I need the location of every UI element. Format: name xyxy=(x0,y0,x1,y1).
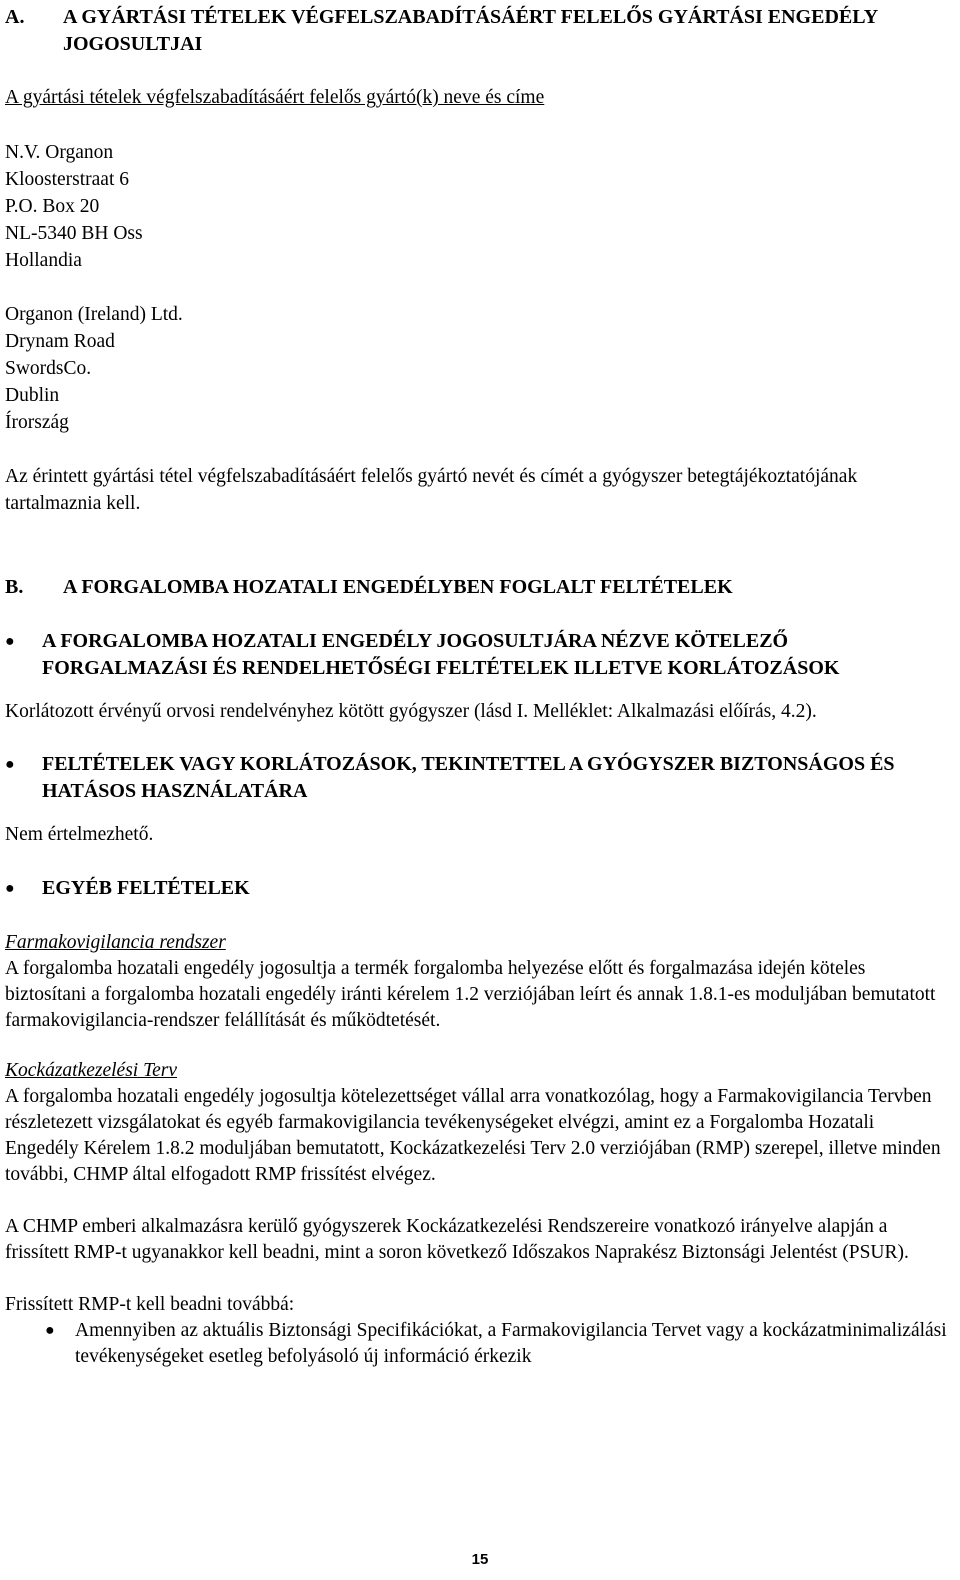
section-a-title: A GYÁRTÁSI TÉTELEK VÉGFELSZABADÍTÁSÁÉRT FELELŐS GYÁRTÁSI ENGEDÉLY JOGOSULTJAI xyxy=(63,6,878,55)
bullet-conditions-text: Korlátozott érvényű orvosi rendelvényhez kötött gyógyszer (lásd I. Melléklet: Alkalmazási előírás, 4.2). xyxy=(5,701,817,722)
bullet-conditions-heading xyxy=(5,628,950,682)
pharmacovigilance-text: A forgalomba hozatali engedély jogosultja a termék forgalomba helyezése előtt és forgalmazása idején köteles biztosítani a forgalomba hozatali engedély iránti kérelem 1.2 verziójában leírt és annak 1.8.1-es moduljában bemutatott farmakovigilancia-rendszer felállítását és működtetését. xyxy=(5,958,936,1031)
manufacturer-subheading: A gyártási tételek végfelszabadításáért felelős gyártó(k) neve és címe xyxy=(5,87,545,108)
bullet-dot: ● xyxy=(5,633,15,650)
address-line: Dublin xyxy=(5,385,60,406)
bullet-safety-heading xyxy=(5,751,950,805)
rmp-item-text: Amennyiben az aktuális Biztonsági Specifikációkat, a Farmakovigilancia Tervet vagy a kockázatminimalizálási tevékenységeket esetleg befolyásoló új információ érkezik xyxy=(75,1320,947,1367)
bullet-dot: ● xyxy=(45,1322,55,1339)
section-a-heading xyxy=(5,4,945,58)
section-a xyxy=(5,4,945,517)
section-b-letter: B. xyxy=(5,576,24,598)
address-line: Drynam Road xyxy=(5,331,115,352)
address-line: Organon (Ireland) Ltd. xyxy=(5,304,183,325)
address-organon-ireland xyxy=(5,301,945,436)
section-b-heading xyxy=(5,574,950,601)
bullet-heading-text: EGYÉB FELTÉTELEK xyxy=(42,877,250,899)
address-line: SwordsCo. xyxy=(5,358,92,379)
address-organon-nv xyxy=(5,139,945,274)
address-line: Írország xyxy=(5,412,69,433)
address-line: NL-5340 BH Oss xyxy=(5,223,143,244)
address-line: P.O. Box 20 xyxy=(5,196,100,217)
bullet-other-heading xyxy=(5,875,950,902)
chmp-text: A CHMP emberi alkalmazásra kerülő gyógyszerek Kockázatkezelési Rendszereire vonatkozó irányelve alapján a frissített RMP-t ugyanakkor kell beadni, mint a soron következő Időszakos Naprakész Biztonsági Jelentést (PSUR). xyxy=(5,1216,909,1263)
risk-plan-title: Kockázatkezelési Terv xyxy=(5,1060,178,1081)
bullet-dot: ● xyxy=(5,756,15,773)
bullet-heading-text: A FORGALOMBA HOZATALI ENGEDÉLY JOGOSULTJÁRA NÉZVE KÖTELEZŐ FORGALMAZÁSI ÉS RENDELHETŐSÉGI FELTÉTELEK ILLETVE KORLÁTOZÁSOK xyxy=(42,630,840,679)
address-line: Kloosterstraat 6 xyxy=(5,169,130,190)
bullet-dot: ● xyxy=(5,880,15,897)
page-number: 15 xyxy=(471,1551,489,1568)
address-line: N.V. Organon xyxy=(5,142,114,163)
rmp-list-item xyxy=(5,1318,950,1370)
section-a-letter: A. xyxy=(5,6,25,28)
bullet-heading-text: FELTÉTELEK VAGY KORLÁTOZÁSOK, TEKINTETTEL A GYÓGYSZER BIZTONSÁGOS ÉS HATÁSOS HASZNÁLATÁRA xyxy=(42,753,895,802)
address-line: Hollandia xyxy=(5,250,82,271)
section-b-title: A FORGALOMBA HOZATALI ENGEDÉLYBEN FOGLALT FELTÉTELEK xyxy=(63,576,733,598)
manufacturer-note: Az érintett gyártási tétel végfelszabadításáért felelős gyártó nevét és címét a gyógyszer betegtájékoztatójának tartalmaznia kell. xyxy=(5,466,858,514)
risk-plan-text: A forgalomba hozatali engedély jogosultja kötelezettséget vállal arra vonatkozólag, hogy a Farmakovigilancia Tervben részletezett vizsgálatokat és egyéb farmakovigilancia tevékenységeket elvégzi, amint ez a Forgalomba Hozatali Engedély Kérelem 1.8.2 moduljában bemutatott, Kockázatkezelési Terv 2.0 verziójában (RMP) szerepel, illetve minden további, CHMP által elfogadott RMP frissítést elvégez. xyxy=(5,1086,941,1185)
section-b xyxy=(5,574,950,1370)
pharmacovigilance-title: Farmakovigilancia rendszer xyxy=(5,932,226,953)
rmp-intro: Frissített RMP-t kell beadni továbbá: xyxy=(5,1294,295,1315)
bullet-safety-text: Nem értelmezhető. xyxy=(5,824,154,845)
